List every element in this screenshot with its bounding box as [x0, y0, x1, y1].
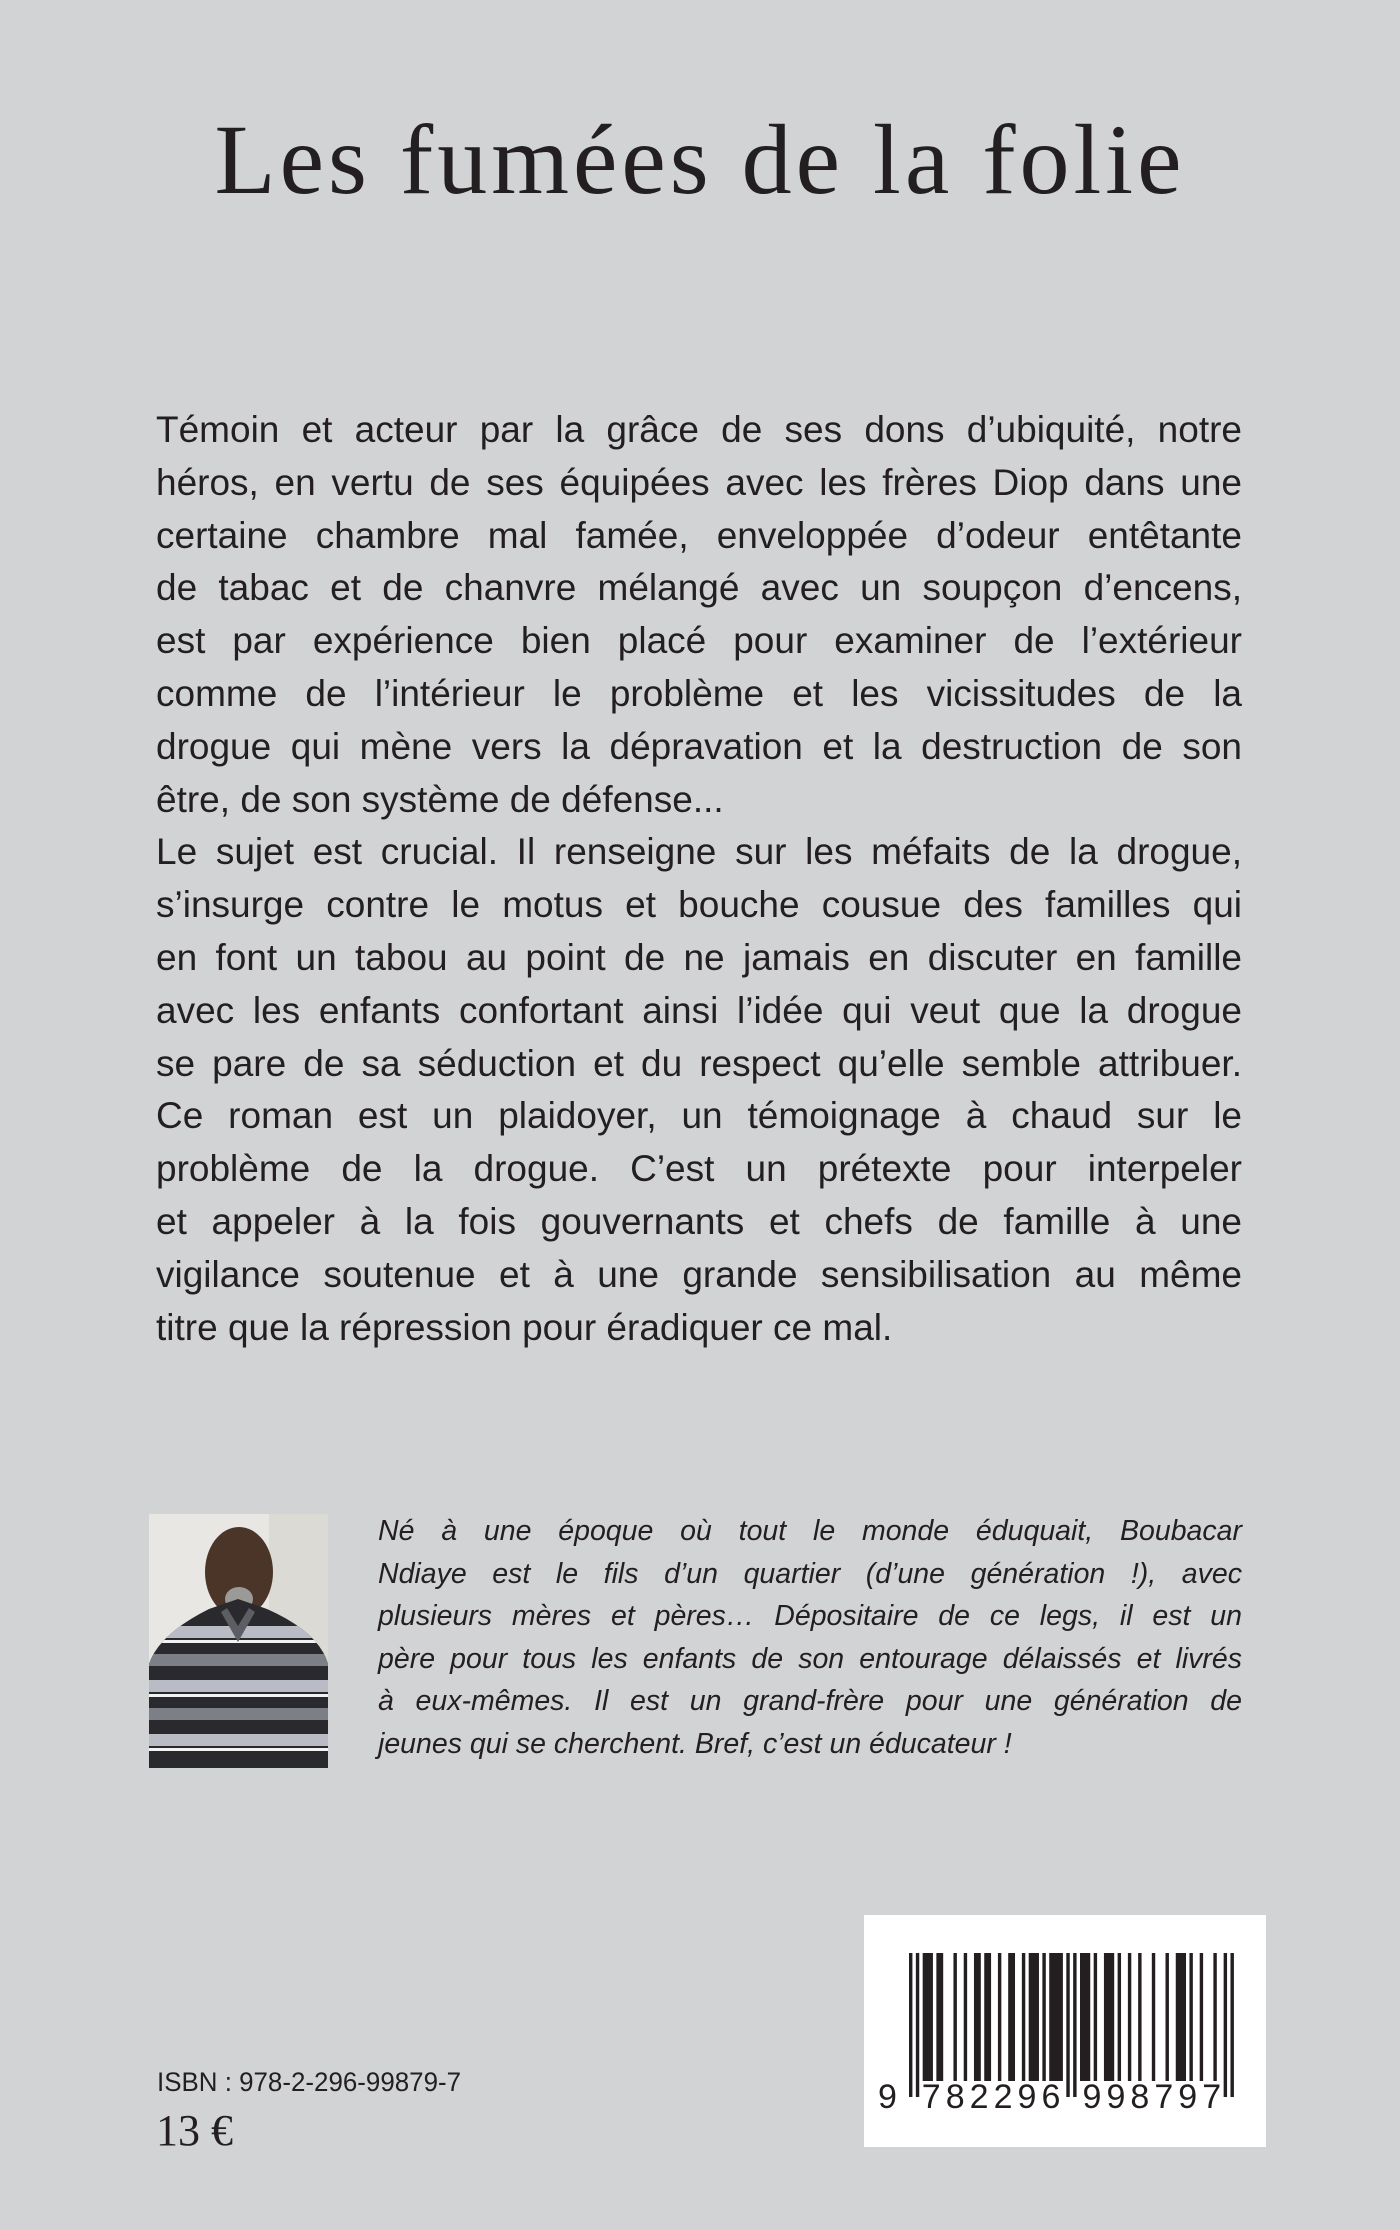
blurb-line: problème de la drogue. C’est un prétexte pour interpeler	[156, 1148, 1242, 1190]
blurb-line: en font un tabou au point de ne jamais en discuter en famille	[156, 936, 1242, 978]
barcode-bar	[1042, 1953, 1045, 2081]
blurb-line: s’insurge contre le motus et bouche cousue des familles qui	[156, 884, 1242, 926]
barcode-digit: 7	[921, 2078, 941, 2116]
price-label: 13 €	[156, 2106, 233, 2155]
blurb-line: Le sujet est crucial. Il renseigne sur les méfaits de la drogue,	[156, 831, 1242, 873]
blurb-line: drogue qui mène vers la dépravation et la destruction de son	[156, 725, 1242, 767]
barcode-guard-bar	[909, 1953, 912, 2097]
ean13-barcode	[864, 1915, 1266, 2147]
barcode-guard-bar	[1066, 1953, 1069, 2097]
author-bio	[378, 1510, 1242, 1765]
barcode-bar	[923, 1953, 933, 2081]
author-portrait-image	[149, 1514, 328, 1768]
author-photo	[149, 1514, 328, 1768]
barcode-digit: 7	[1202, 2078, 1222, 2116]
blurb-line: vigilance soutenue et à une grande sensibilisation au même	[156, 1253, 1242, 1295]
barcode-digit: 7	[1154, 2078, 1174, 2116]
barcode-digit: 2	[969, 2078, 989, 2116]
barcode-first-digit: 9	[878, 2078, 897, 2116]
barcode-bar	[1008, 1953, 1015, 2081]
blurb-line: Témoin et acteur par la grâce de ses dons d’ubiquité, notre	[156, 409, 1242, 450]
barcode-guard-bar	[1230, 1953, 1233, 2097]
barcode-bar	[1166, 1953, 1169, 2081]
bio-line: plusieurs mères et pères… Dépositaire de ce legs, il est un	[378, 1600, 1242, 1632]
barcode-guard-bar	[1224, 1953, 1227, 2097]
barcode-digit: 9	[1106, 2078, 1126, 2116]
blurb-line: titre que la répression pour éradiquer ce mal.	[156, 1306, 893, 1348]
barcode-digit: 8	[1130, 2078, 1150, 2116]
barcode-bar	[1022, 1953, 1025, 2081]
barcode-bar	[1189, 1953, 1192, 2081]
barcode-bar	[1104, 1953, 1114, 2081]
barcode-digit: 9	[1178, 2078, 1198, 2116]
barcode-bar	[1080, 1953, 1090, 2081]
barcode-bar	[1029, 1953, 1039, 2081]
barcode-digit: 2	[993, 2078, 1013, 2116]
blurb-line: héros, en vertu de ses équipées avec les frères Diop dans une	[156, 461, 1242, 503]
barcode-bar	[1138, 1953, 1141, 2081]
barcode-bar	[998, 1953, 1001, 2081]
barcode-digit: 6	[1041, 2078, 1061, 2116]
bio-line: Ndiaye est le fils d’un quartier (d’une génération !), avec	[378, 1557, 1242, 1590]
blurb-line: Ce roman est un plaidoyer, un témoignage à chaud sur le	[156, 1095, 1242, 1137]
bio-line: à eux-mêmes. Il est un grand-frère pour une génération de	[378, 1685, 1242, 1717]
blurb-line: et appeler à la fois gouvernants et chefs de famille à une	[156, 1200, 1242, 1242]
barcode-bar	[964, 1953, 967, 2081]
book-title: Les fumées de la folie	[214, 104, 1186, 215]
bio-line: Né à une époque où tout le monde éduquait, Boubacar	[378, 1515, 1242, 1547]
barcode-bar	[936, 1953, 943, 2081]
barcode-bar	[953, 1953, 956, 2081]
blurb-line: certaine chambre mal famée, enveloppée d’odeur entêtante	[156, 514, 1242, 556]
back-cover-blurb	[156, 404, 1242, 1354]
barcode-digit: 9	[1017, 2078, 1037, 2116]
barcode-bar	[974, 1953, 981, 2081]
barcode-box	[864, 1915, 1266, 2147]
barcode-guard-bar	[916, 1953, 919, 2097]
blurb-line: est par expérience bien placé pour examiner de l’extérieur	[156, 620, 1242, 662]
blurb-line: comme de l’intérieur le problème et les vicissitudes de la	[156, 672, 1242, 714]
barcode-bar	[1118, 1953, 1121, 2081]
barcode-digit: 8	[945, 2078, 965, 2116]
blurb-line: se pare de sa séduction et du respect qu’elle semble attribuer.	[156, 1042, 1242, 1084]
barcode-digit: 9	[1082, 2078, 1102, 2116]
barcode-bar	[984, 1953, 991, 2081]
barcode-bar	[1152, 1953, 1155, 2081]
bio-line: père pour tous les enfants de son entourage délaissés et livrés	[378, 1642, 1242, 1675]
bio-line: jeunes qui se cherchent. Bref, c’est un éducateur !	[378, 1727, 1012, 1760]
barcode-bar	[1176, 1953, 1186, 2081]
barcode-bar	[1200, 1953, 1203, 2081]
blurb-line: avec les enfants confortant ainsi l’idée qui veut que la drogue	[156, 989, 1242, 1031]
barcode-bar	[1128, 1953, 1131, 2081]
blurb-line: être, de son système de défense...	[156, 778, 724, 820]
barcode-bar	[1049, 1953, 1063, 2081]
isbn-label: ISBN : 978-2-296-99879-7	[157, 2067, 462, 2097]
blurb-line: de tabac et de chanvre mélangé avec un soupçon d’encens,	[156, 567, 1242, 609]
barcode-bar	[1094, 1953, 1097, 2081]
barcode-guard-bar	[1073, 1953, 1076, 2097]
barcode-bar	[1213, 1953, 1216, 2081]
